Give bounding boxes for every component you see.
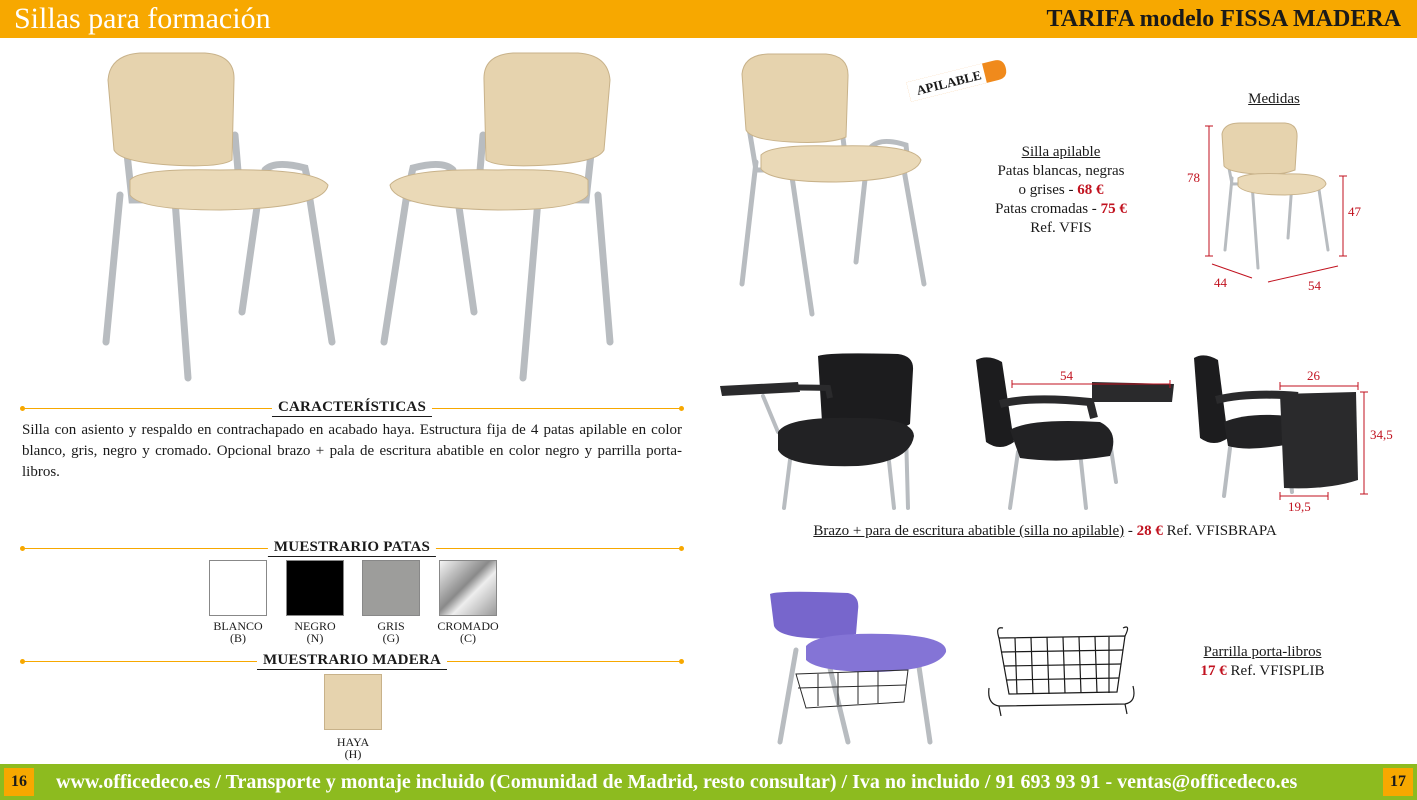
tariff-title: TARIFA modelo FISSA MADERA	[1046, 6, 1401, 32]
price-17: 17 €	[1200, 663, 1227, 679]
medidas-title: Medidas	[1248, 91, 1300, 107]
chair-photo-front-right	[378, 50, 618, 385]
parrilla-ref: Ref. VFISPLIB	[1226, 663, 1325, 679]
tablet-chair-photo-3	[1188, 352, 1378, 510]
caracteristicas-title: CARACTERÍSTICAS	[272, 398, 432, 417]
chair-photo-front-left	[100, 50, 340, 385]
dim-depth: 44	[1214, 275, 1227, 290]
dim-tablet-width-54: 54	[1060, 368, 1073, 383]
swatch-haya	[324, 674, 382, 730]
description-text: Silla con asiento y respaldo en contrachapado en acabado haya. Estructura fija de 4 patas apilable en color blanco, gris, negro y cromado. Opcional brazo + pala de escritura abatible en color negro y parrilla porta-libros.	[22, 422, 682, 480]
swatch-blanco	[209, 560, 267, 616]
price-28: 28 €	[1136, 523, 1163, 539]
muestrario-madera-heading	[22, 651, 682, 671]
tablet-chair-photo-1	[718, 352, 918, 510]
muestrario-patas-title: MUESTRARIO PATAS	[268, 538, 436, 557]
swatch-label-negro: NEGRO (N)	[294, 619, 336, 645]
swatch-gris	[362, 560, 420, 616]
muestrario-patas-heading	[22, 538, 682, 558]
chair-with-basket-photo	[768, 590, 950, 745]
swatch-negro	[286, 560, 344, 616]
silla-apilable-line3: Patas cromadas - 75 €	[995, 201, 1127, 217]
section-title: Sillas para formación	[14, 2, 271, 35]
brazo-text: Brazo + para de escritura abatible (silla no apilable)	[813, 523, 1125, 539]
brazo-info: Brazo + para de escritura abatible (silla no apilable) - 28 € Ref. VFISBRAPA	[813, 523, 1277, 539]
swatch-label-haya: HAYA (H)	[336, 735, 370, 761]
muestrario-madera-title: MUESTRARIO MADERA	[257, 651, 447, 670]
dim-tablet-34-5: 34,5	[1370, 427, 1393, 442]
dim-height: 78	[1187, 170, 1200, 185]
silla-apilable-ref: Ref. VFIS	[1030, 220, 1092, 236]
swatch-label-blanco: BLANCO (B)	[213, 619, 263, 645]
price-68: 68 €	[1077, 182, 1104, 198]
medidas-diagram	[1200, 118, 1370, 298]
swatch-label-gris: GRIS (G)	[377, 619, 405, 645]
brazo-ref: Ref. VFISBRAPA	[1162, 523, 1277, 539]
parrilla-title: Parrilla porta-libros	[1203, 644, 1322, 660]
dim-width: 54	[1308, 278, 1321, 293]
swatch-label-cromado: CROMADO (C)	[437, 619, 499, 645]
page-footer	[0, 764, 1417, 800]
page-header	[0, 0, 1417, 38]
swatch-cromado	[439, 560, 497, 616]
chair-photo-apilable	[736, 52, 931, 320]
parrilla-info	[1180, 643, 1345, 681]
dim-tablet-26: 26	[1307, 368, 1320, 383]
dim-seat-height: 47	[1348, 204, 1361, 219]
page-number-left: 16	[4, 768, 34, 796]
silla-apilable-title: Silla apilable	[1021, 144, 1101, 160]
silla-apilable-line2: o grises - 68 €	[1018, 182, 1104, 198]
dim-tablet-19-5: 19,5	[1288, 499, 1311, 514]
silla-apilable-line1: Patas blancas, negras	[997, 163, 1125, 179]
tablet-chair-photo-2	[970, 352, 1180, 510]
apilable-badge-label: APILABLE	[914, 67, 983, 98]
footer-contact[interactable]: www.officedeco.es / Transporte y montaje incluido (Comunidad de Madrid, resto consultar) / Iva no incluido / 91 693 93 91 - ventas@officedeco.es	[56, 771, 1298, 793]
price-75: 75 €	[1100, 201, 1127, 217]
apilable-badge	[905, 56, 1010, 102]
silla-apilable-info	[972, 143, 1150, 238]
page-number-right: 17	[1383, 768, 1413, 796]
basket-photo	[985, 622, 1137, 722]
caracteristicas-heading	[22, 398, 682, 418]
